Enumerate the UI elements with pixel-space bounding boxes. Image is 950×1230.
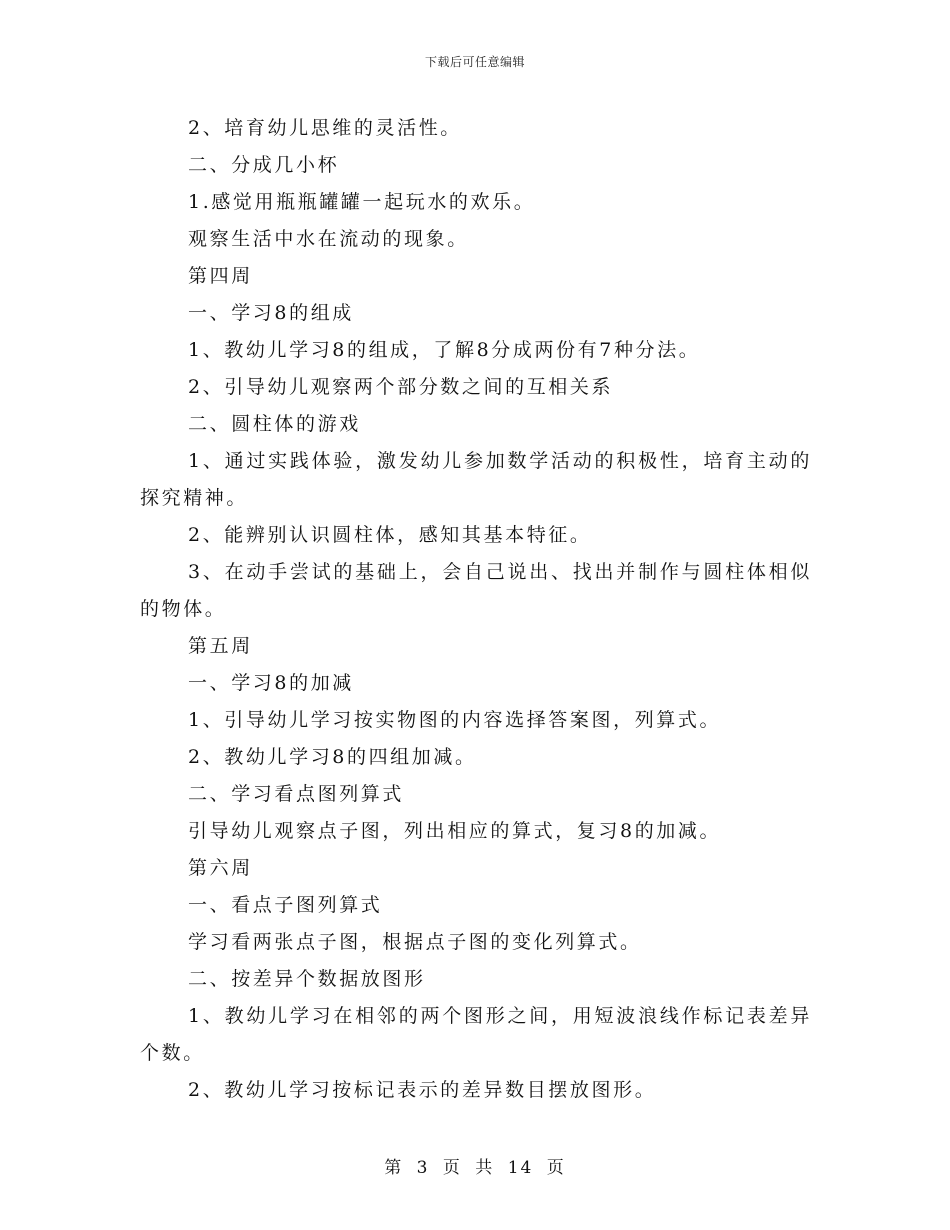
section-heading: 二、按差异个数据放图形 bbox=[188, 968, 426, 990]
paragraph: 观察生活中水在流动的现象。 bbox=[188, 228, 469, 250]
section-heading: 二、圆柱体的游戏 bbox=[188, 413, 361, 435]
section-heading: 二、分成几小杯 bbox=[188, 154, 340, 176]
paragraph: 1、教幼儿学习在相邻的两个图形之间，用短波浪线作标记表差异个数。 bbox=[140, 1005, 812, 1064]
week-heading: 第四周 bbox=[188, 265, 253, 287]
paragraph: 3、在动手尝试的基础上，会自己说出、找出并制作与圆柱体相似的物体。 bbox=[140, 561, 812, 620]
paragraph: 1、教幼儿学习8的组成，了解8分成两份有7种分法。 bbox=[188, 339, 701, 361]
document-body bbox=[140, 110, 812, 1109]
week-heading: 第六周 bbox=[188, 857, 253, 879]
paragraph: 1、引导幼儿学习按实物图的内容选择答案图，列算式。 bbox=[188, 709, 722, 731]
section-heading: 二、学习看点图列算式 bbox=[188, 783, 405, 805]
paragraph: 2、能辨别认识圆柱体，感知其基本特征。 bbox=[188, 524, 592, 546]
paragraph: 1.感觉用瓶瓶罐罐一起玩水的欢乐。 bbox=[188, 191, 536, 213]
header-note: 下载后可任意编辑 bbox=[424, 55, 525, 69]
paragraph: 2、教幼儿学习8的四组加减。 bbox=[188, 746, 477, 768]
paragraph: 引导幼儿观察点子图，列出相应的算式，复习8的加减。 bbox=[188, 820, 722, 842]
section-heading: 一、学习8的组成 bbox=[188, 302, 354, 324]
section-heading: 一、看点子图列算式 bbox=[188, 894, 383, 916]
week-heading: 第五周 bbox=[188, 635, 253, 657]
paragraph: 2、引导幼儿观察两个部分数之间的互相关系 bbox=[188, 376, 614, 398]
paragraph: 1、通过实践体验，激发幼儿参加数学活动的积极性，培育主动的探究精神。 bbox=[140, 450, 812, 509]
page-number: 第 3 页 共 14 页 bbox=[384, 1158, 566, 1178]
section-heading: 一、学习8的加减 bbox=[188, 672, 354, 694]
paragraph: 2、教幼儿学习按标记表示的差异数目摆放图形。 bbox=[188, 1079, 657, 1101]
paragraph: 学习看两张点子图，根据点子图的变化列算式。 bbox=[188, 931, 642, 953]
paragraph: 2、培育幼儿思维的灵活性。 bbox=[188, 117, 462, 139]
